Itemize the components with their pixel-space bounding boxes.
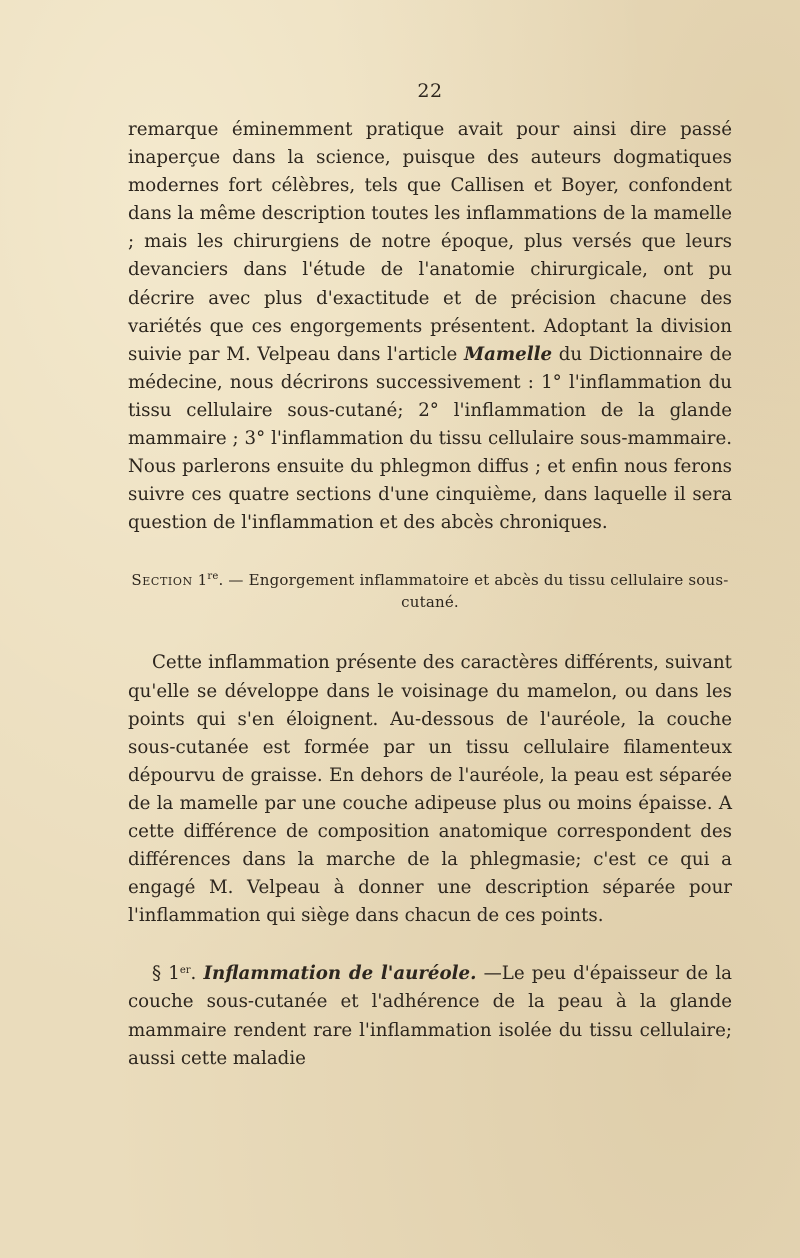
section-label: Section [131, 571, 193, 590]
subsection-text: —Le peu d'épaisseur de la couche sous-cutanée et l'adhérence de la peau à la glande mammaire rendent rare l'inflammation isolée du tissu cellulaire; aussi cette maladie [128, 963, 732, 1069]
section-paragraph: Cette inflammation présente des caractères différents, suivant qu'elle se développe dans le voisinage du mamelon, ou dans les points qui s'en éloignent. Au-dessous de l'auréole, la couche sous-cutanée est formée par un tissu cellulaire filamenteux dépourvu de graisse. En dehors de l'auréole, la peau est séparée de la mamelle par une couche adipeuse plus ou moins épaisse. A cette différence de composition anatomique correspondent des différences dans la marche de la phlegmasie; c'est ce qui a engagé M. Velpeau à donner une description séparée pour l'inflammation qui siège dans chacun de ces points. [128, 652, 732, 927]
subsection-marker: § 1 [152, 963, 180, 985]
section-number-superscript: re [207, 571, 219, 583]
section-heading [128, 569, 732, 613]
paragraph-1-text-before: remarque éminemment pratique avait pour ainsi dire passé inaperçue dans la science, puisque des auteurs dogmatiques modernes fort célèbres, tels que Callisen et Boyer, confondent dans la même description toutes les inflammations de la mamelle ; mais les chirurgiens de notre époque, plus versés que leurs devanciers dans l'étude de l'anatomie chirurgicale, ont pu décrire avec plus d'exactitude et de précision chacune des variétés que ces engorgements présentent. Adoptant la division suivie par M. Velpeau dans l'article [128, 119, 732, 365]
subsection-title: Inflammation de l'auréole. [203, 963, 477, 985]
section-number: 1 [197, 571, 208, 590]
article-title: Mamelle [463, 343, 553, 365]
subsection-marker-superscript: er [179, 965, 191, 977]
section-heading-text: . — Engorgement inflammatoire et abcès du tissu cellulaire sous-cutané. [218, 571, 729, 612]
subsection-paragraph [128, 960, 732, 1072]
paragraph-1-text-after: du Dictionnaire de médecine, nous décrirons successivement : 1° l'inflammation du tissu cellulaire sous-cutané; 2° l'inflammation de la glande mammaire ; 3° l'inflammation du tissu cellulaire sous-mammaire. Nous parlerons ensuite du phlegmon diffus ; et enfin nous ferons suivre ces quatre sections d'une cinquième, dans laquelle il sera question de l'inflammation et des abcès chroniques. [128, 343, 732, 534]
page-number: 22 [417, 80, 443, 102]
book-page [128, 80, 732, 1073]
opening-paragraph [128, 116, 732, 537]
subsection-dot: . [190, 963, 204, 985]
